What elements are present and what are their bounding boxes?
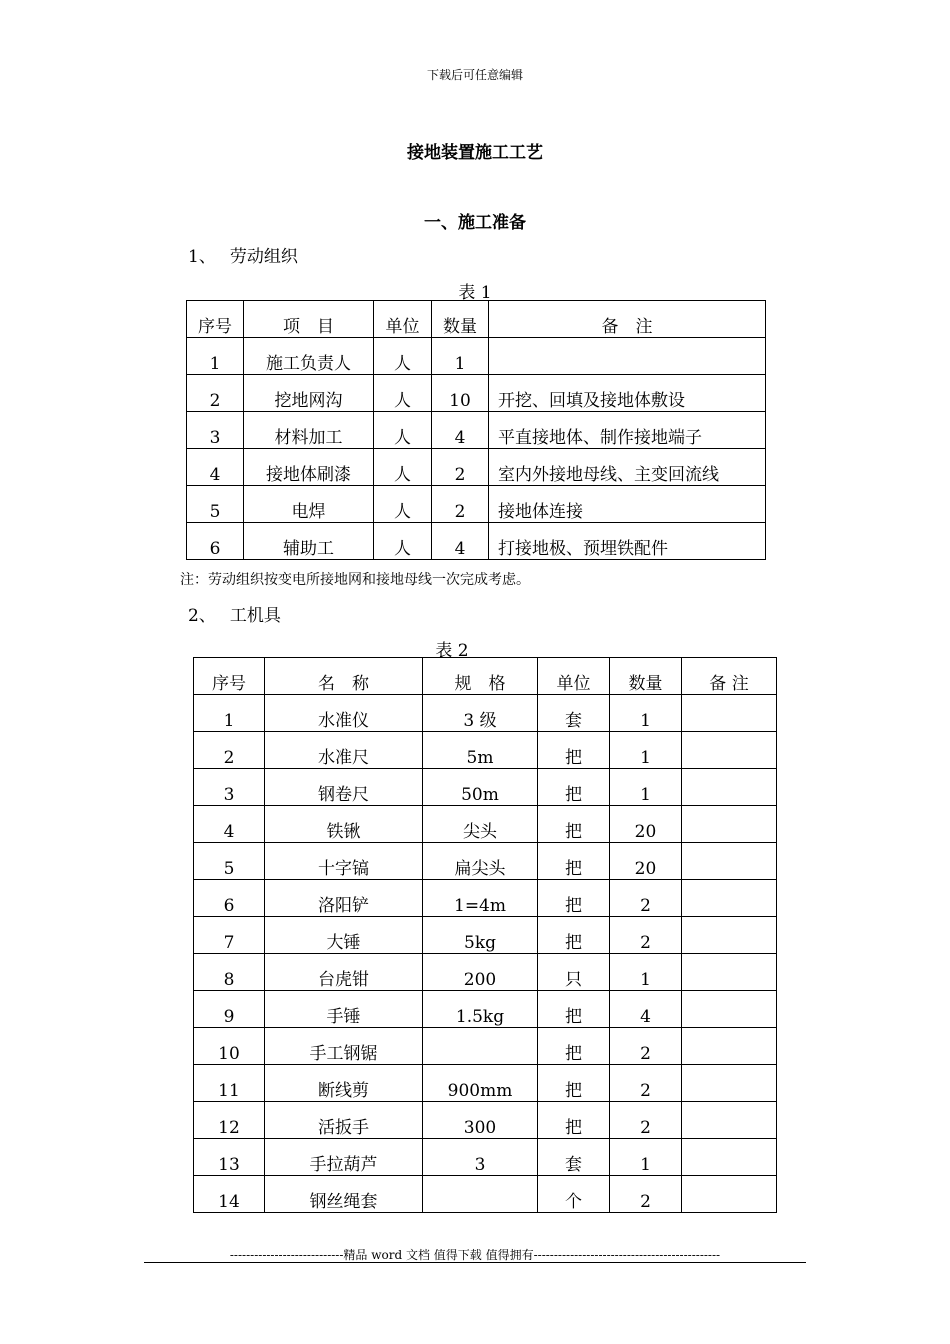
table-row (187, 338, 766, 375)
table-cell: 只 (538, 954, 610, 991)
table-cell: 11 (194, 1065, 265, 1102)
table-cell: 3 (423, 1139, 538, 1176)
table-cell (682, 806, 777, 843)
table-cell: 钢丝绳套 (265, 1176, 423, 1213)
table-row (187, 486, 766, 523)
table-cell: 12 (194, 1102, 265, 1139)
table-cell: 1 (187, 338, 244, 375)
table-row (194, 880, 777, 917)
table-cell: 人 (374, 338, 432, 375)
table-cell: 把 (538, 769, 610, 806)
table-cell: 5 (187, 486, 244, 523)
table-header-row (194, 658, 777, 695)
table-cell: 4 (187, 449, 244, 486)
table-row (194, 843, 777, 880)
labor-table (186, 300, 766, 560)
footer-rule (144, 1262, 806, 1263)
table-cell (682, 1139, 777, 1176)
header-cell: 序号 (187, 301, 244, 338)
table-cell: 300 (423, 1102, 538, 1139)
table-cell: 十字镐 (265, 843, 423, 880)
table-cell (682, 769, 777, 806)
table-cell: 1=4m (423, 880, 538, 917)
table-cell: 3 (187, 412, 244, 449)
table-row (194, 1176, 777, 1213)
table-cell: 1 (194, 695, 265, 732)
table-cell: 2 (610, 880, 682, 917)
table-row (194, 769, 777, 806)
table-cell: 1 (610, 695, 682, 732)
table-row (187, 523, 766, 560)
table-cell: 20 (610, 806, 682, 843)
table-row (187, 449, 766, 486)
table-cell: 14 (194, 1176, 265, 1213)
table-cell: 手工钢锯 (265, 1028, 423, 1065)
table-cell: 施工负责人 (244, 338, 374, 375)
table-row (194, 695, 777, 732)
table-cell: 2 (610, 1102, 682, 1139)
table-cell: 1 (610, 732, 682, 769)
table-cell: 1.5kg (423, 991, 538, 1028)
table-cell: 把 (538, 806, 610, 843)
table-cell: 台虎钳 (265, 954, 423, 991)
header-cell: 备 注 (682, 658, 777, 695)
table-row (194, 1139, 777, 1176)
table-cell: 50m (423, 769, 538, 806)
table-cell: 10 (432, 375, 489, 412)
table-cell: 开挖、回填及接地体敷设 (489, 375, 766, 412)
table-cell: 扁尖头 (423, 843, 538, 880)
table-cell: 6 (194, 880, 265, 917)
table-row (194, 1102, 777, 1139)
header-note: 下载后可任意编辑 (426, 68, 523, 82)
subsection-2-number: 2、 (188, 606, 216, 626)
header-cell: 名 称 (265, 658, 423, 695)
table-cell: 平直接地体、制作接地端子 (489, 412, 766, 449)
table-cell: 2 (610, 1176, 682, 1213)
table-cell: 把 (538, 917, 610, 954)
table-cell (489, 338, 766, 375)
table-cell: 9 (194, 991, 265, 1028)
table-cell: 人 (374, 486, 432, 523)
table-cell: 人 (374, 375, 432, 412)
table-cell: 7 (194, 917, 265, 954)
table-cell: 手锤 (265, 991, 423, 1028)
header-cell: 单位 (374, 301, 432, 338)
header-cell: 备 注 (489, 301, 766, 338)
table-row (187, 375, 766, 412)
table-row (194, 1065, 777, 1102)
table-cell: 8 (194, 954, 265, 991)
table-row (187, 412, 766, 449)
table-cell: 接地体刷漆 (244, 449, 374, 486)
table2-caption: 表 2 (435, 641, 469, 661)
table-cell: 5 (194, 843, 265, 880)
table-row (194, 1028, 777, 1065)
table-cell: 把 (538, 843, 610, 880)
table-cell: 1 (432, 338, 489, 375)
table-cell: 2 (194, 732, 265, 769)
table-cell: 2 (610, 1028, 682, 1065)
table-cell (682, 991, 777, 1028)
table-row (194, 732, 777, 769)
table-cell: 水准尺 (265, 732, 423, 769)
document-title: 接地装置施工工艺 (407, 143, 543, 163)
table-cell: 水准仪 (265, 695, 423, 732)
table-cell: 室内外接地母线、主变回流线 (489, 449, 766, 486)
table-cell: 打接地极、预埋铁配件 (489, 523, 766, 560)
table-cell: 3 级 (423, 695, 538, 732)
table-cell: 900mm (423, 1065, 538, 1102)
table-cell: 人 (374, 412, 432, 449)
header-cell: 序号 (194, 658, 265, 695)
table-cell: 钢卷尺 (265, 769, 423, 806)
table-cell: 个 (538, 1176, 610, 1213)
subsection-2-title: 工机具 (229, 606, 281, 626)
table-cell: 200 (423, 954, 538, 991)
table-cell: 尖头 (423, 806, 538, 843)
table-cell: 套 (538, 695, 610, 732)
table-cell: 4 (610, 991, 682, 1028)
table-cell (423, 1028, 538, 1065)
table-cell: 10 (194, 1028, 265, 1065)
table-cell (682, 695, 777, 732)
table-cell: 6 (187, 523, 244, 560)
table-cell: 1 (610, 954, 682, 991)
table-cell: 材料加工 (244, 412, 374, 449)
table-cell: 手拉葫芦 (265, 1139, 423, 1176)
table-row (194, 954, 777, 991)
table-cell: 洛阳铲 (265, 880, 423, 917)
table-cell (423, 1176, 538, 1213)
table1-caption: 表 1 (458, 283, 492, 303)
table-cell: 1 (610, 1139, 682, 1176)
table-cell: 人 (374, 523, 432, 560)
table-cell: 2 (610, 1065, 682, 1102)
table-row (194, 806, 777, 843)
table-cell: 人 (374, 449, 432, 486)
table-row (194, 991, 777, 1028)
header-cell: 规 格 (423, 658, 538, 695)
table-cell: 4 (432, 412, 489, 449)
table-cell: 13 (194, 1139, 265, 1176)
table-cell (682, 880, 777, 917)
table-cell: 5m (423, 732, 538, 769)
subsection-1-title: 劳动组织 (229, 247, 298, 267)
table-cell: 辅助工 (244, 523, 374, 560)
table-cell: 把 (538, 1065, 610, 1102)
table-cell: 电焊 (244, 486, 374, 523)
table-cell: 接地体连接 (489, 486, 766, 523)
table-cell (682, 1065, 777, 1102)
table-cell: 断线剪 (265, 1065, 423, 1102)
table-cell (682, 954, 777, 991)
header-cell: 数量 (610, 658, 682, 695)
table-cell: 套 (538, 1139, 610, 1176)
table-cell: 把 (538, 1028, 610, 1065)
table-cell: 4 (432, 523, 489, 560)
table-cell: 把 (538, 732, 610, 769)
section-title: 一、施工准备 (424, 213, 526, 233)
table-cell: 把 (538, 991, 610, 1028)
table-cell: 大锤 (265, 917, 423, 954)
table-cell: 活扳手 (265, 1102, 423, 1139)
table-cell: 2 (432, 449, 489, 486)
table-header-row (187, 301, 766, 338)
table-cell: 3 (194, 769, 265, 806)
table-cell: 把 (538, 1102, 610, 1139)
table-row (194, 917, 777, 954)
table-cell: 5kg (423, 917, 538, 954)
table1-note: 注：劳动组织按变电所接地网和接地母线一次完成考虑。 (180, 572, 530, 588)
table-cell (682, 1176, 777, 1213)
header-cell: 项 目 (244, 301, 374, 338)
table-cell: 把 (538, 880, 610, 917)
table-cell: 2 (610, 917, 682, 954)
table-cell (682, 1028, 777, 1065)
header-cell: 单位 (538, 658, 610, 695)
footer-text: ----------------------------精品 word 文档 值得下载 值得拥有---------------------------------------------- (229, 1248, 721, 1262)
table-cell: 挖地网沟 (244, 375, 374, 412)
header-cell: 数量 (432, 301, 489, 338)
tools-table (193, 657, 777, 1213)
table-cell: 铁锹 (265, 806, 423, 843)
table-cell (682, 917, 777, 954)
table-cell (682, 732, 777, 769)
table-cell: 2 (432, 486, 489, 523)
table-cell (682, 843, 777, 880)
table-cell: 2 (187, 375, 244, 412)
table-cell: 4 (194, 806, 265, 843)
table-cell: 1 (610, 769, 682, 806)
subsection-2-heading (188, 601, 281, 626)
table-cell (682, 1102, 777, 1139)
table-cell: 20 (610, 843, 682, 880)
subsection-1-number: 1、 (188, 247, 216, 267)
subsection-1-heading (188, 242, 298, 267)
